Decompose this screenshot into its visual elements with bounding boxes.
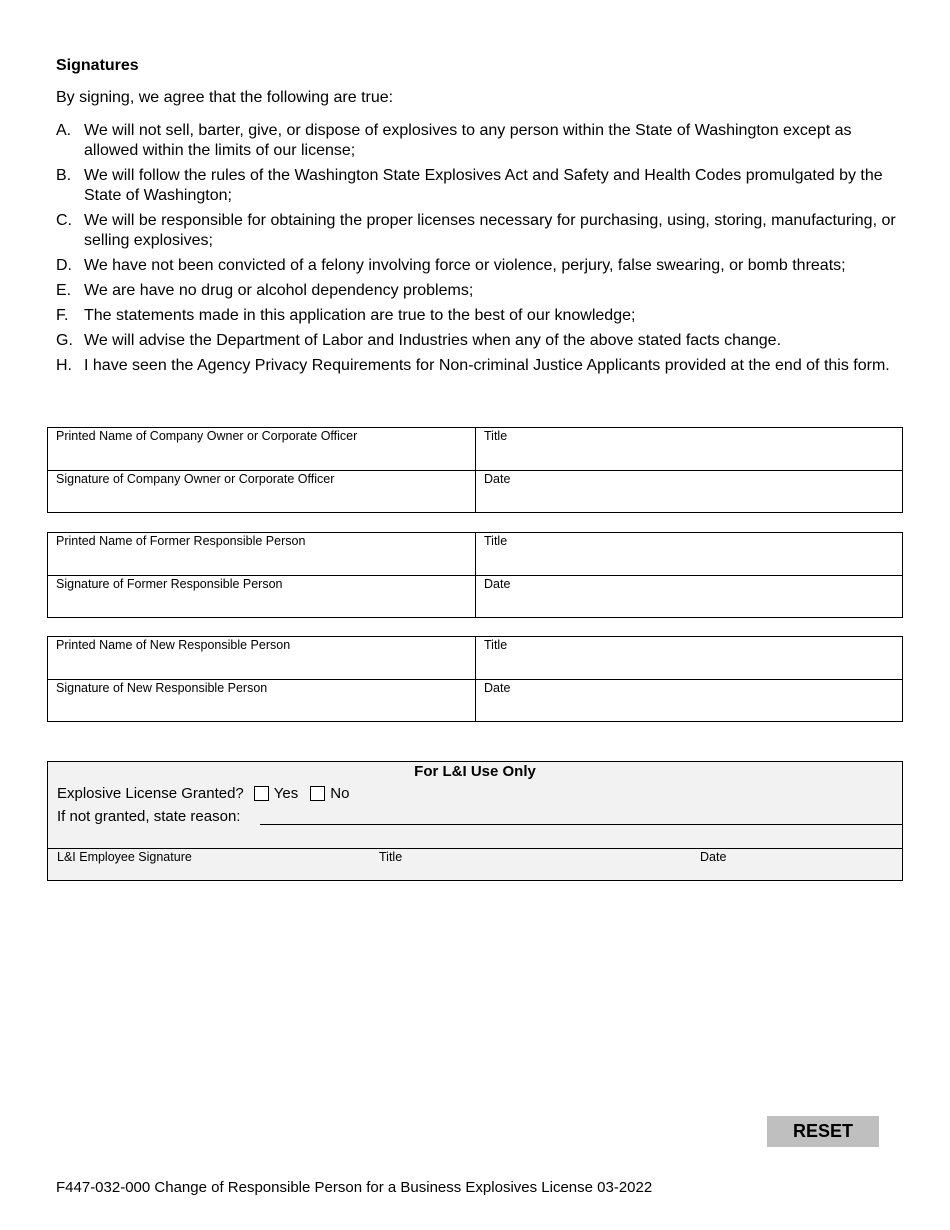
- statement-item: [56, 306, 906, 326]
- employee-title-label: Title: [379, 850, 403, 864]
- statement-letter: E.: [56, 282, 72, 299]
- statement-text: We are have no drug or alcohol dependency problems;: [84, 282, 474, 299]
- former-date-field[interactable]: Date: [475, 576, 902, 617]
- license-granted-question: Explosive License Granted?: [57, 785, 244, 802]
- owner-signature-block: [47, 427, 903, 513]
- former-printed-name-field[interactable]: Printed Name of Former Responsible Person: [56, 534, 306, 548]
- statement-item: [56, 121, 906, 161]
- no-checkbox[interactable]: [310, 786, 325, 801]
- owner-name-row: [48, 428, 902, 470]
- statement-letter: B.: [56, 167, 72, 184]
- agreement-statements: [56, 121, 906, 381]
- new-signature-field[interactable]: Signature of New Responsible Person: [56, 681, 268, 695]
- statement-item: [56, 256, 906, 276]
- section-heading: Signatures: [56, 57, 139, 74]
- reset-button[interactable]: RESET: [767, 1116, 879, 1147]
- employee-date-label: Date: [700, 850, 727, 864]
- new-signature-row: [48, 679, 902, 721]
- owner-signature-row: [48, 470, 902, 512]
- statement-letter: G.: [56, 332, 73, 349]
- former-title-field[interactable]: Title: [475, 533, 902, 575]
- statement-letter: C.: [56, 212, 72, 229]
- statement-text: The statements made in this application are true to the best of our knowledge;: [84, 307, 636, 324]
- new-name-row: [48, 637, 902, 679]
- statement-item: [56, 356, 906, 376]
- statement-letter: D.: [56, 257, 72, 274]
- statement-text: I have seen the Agency Privacy Requirements for Non-criminal Justice Applicants provided at the end of this form.: [84, 357, 890, 374]
- new-printed-name-field[interactable]: Printed Name of New Responsible Person: [56, 638, 291, 652]
- statement-text: We will be responsible for obtaining the proper licenses necessary for purchasing, using, storing, manufacturing, or selling explosives;: [84, 212, 896, 249]
- owner-title-field[interactable]: Title: [475, 428, 902, 470]
- owner-signature-field[interactable]: Signature of Company Owner or Corporate Officer: [56, 472, 335, 486]
- statement-letter: H.: [56, 357, 72, 374]
- new-date-field[interactable]: Date: [475, 680, 902, 721]
- form-footer: F447-032-000 Change of Responsible Person for a Business Explosives License 03-2022: [56, 1179, 653, 1196]
- new-title-field[interactable]: Title: [475, 637, 902, 679]
- employee-signature-label: L&I Employee Signature: [57, 850, 192, 864]
- statement-text: We will advise the Department of Labor and Industries when any of the above stated facts change.: [84, 332, 782, 349]
- owner-printed-name-field[interactable]: Printed Name of Company Owner or Corporate Officer: [56, 429, 358, 443]
- reason-input-line[interactable]: [260, 824, 902, 825]
- statement-item: [56, 281, 906, 301]
- reason-label: If not granted, state reason:: [57, 808, 241, 825]
- statement-text: We will follow the rules of the Washington State Explosives Act and Safety and Health Codes promulgated by the State of Washington;: [84, 167, 883, 204]
- office-use-block: [47, 761, 903, 881]
- intro-text: By signing, we agree that the following are true:: [56, 89, 394, 106]
- statement-item: [56, 166, 906, 206]
- employee-signature-row[interactable]: [48, 848, 902, 880]
- former-person-signature-block: [47, 532, 903, 618]
- former-signature-field[interactable]: Signature of Former Responsible Person: [56, 577, 283, 591]
- office-use-title: For L&I Use Only: [414, 763, 536, 780]
- yes-checkbox[interactable]: [254, 786, 269, 801]
- statement-text: We have not been convicted of a felony involving force or violence, perjury, false swearing, or bomb threats;: [84, 257, 846, 274]
- statement-item: [56, 211, 906, 251]
- owner-date-field[interactable]: Date: [475, 471, 902, 512]
- no-label: No: [330, 785, 350, 802]
- former-signature-row: [48, 575, 902, 617]
- statement-text: We will not sell, barter, give, or dispose of explosives to any person within the State of Washington except as allowed within the limits of our license;: [84, 122, 852, 159]
- yes-label: Yes: [273, 785, 299, 802]
- statement-item: [56, 331, 906, 351]
- license-granted-line: [57, 785, 349, 802]
- statement-letter: F.: [56, 307, 69, 324]
- former-name-row: [48, 533, 902, 575]
- statement-letter: A.: [56, 122, 72, 139]
- new-person-signature-block: [47, 636, 903, 722]
